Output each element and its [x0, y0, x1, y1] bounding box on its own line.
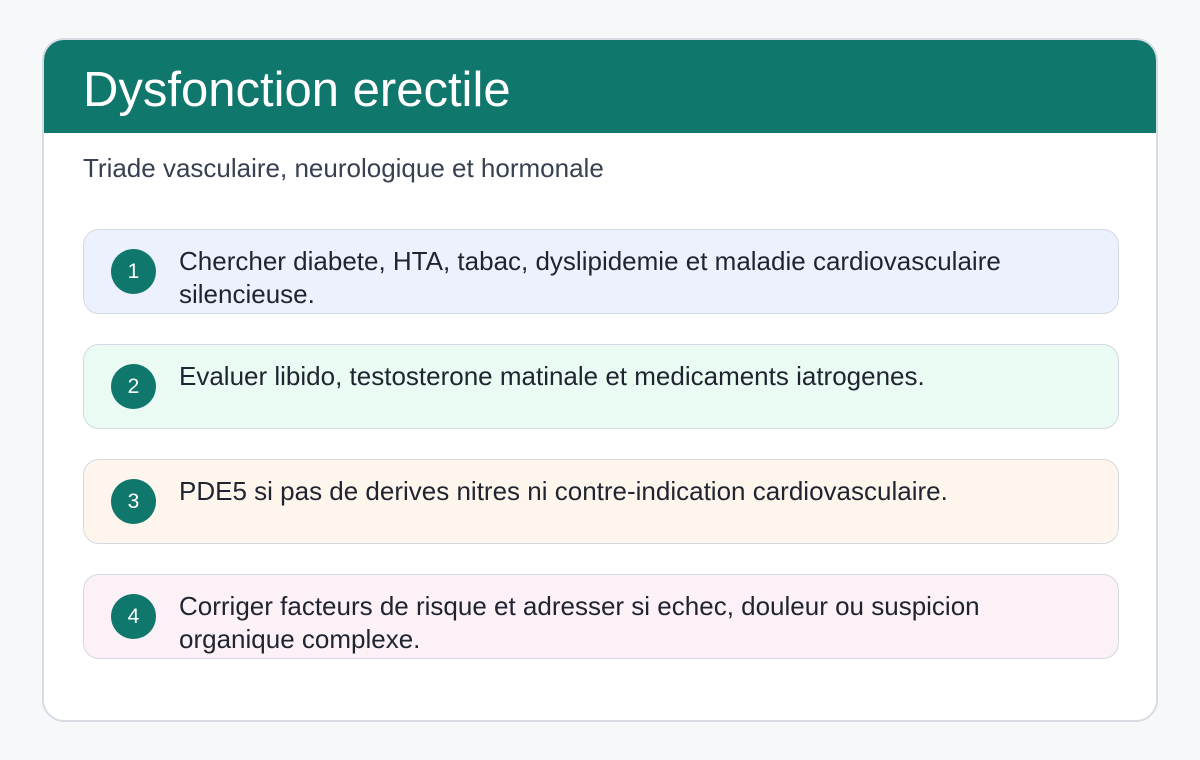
step-number-badge: 1 [111, 249, 156, 294]
step-item [83, 574, 1119, 659]
step-item [83, 344, 1119, 429]
page-subtitle: Triade vasculaire, neurologique et hormonale [83, 153, 604, 183]
step-text: PDE5 si pas de derives nitres ni contre-indication cardiovasculaire. [179, 476, 948, 506]
step-item [83, 229, 1119, 314]
card [42, 38, 1158, 722]
step-text: Evaluer libido, testosterone matinale et medicaments iatrogenes. [179, 361, 925, 391]
step-text: Corriger facteurs de risque et adresser si echec, douleur ou suspicion organique complexe. [179, 591, 980, 654]
step-list [83, 229, 1119, 689]
step-item [83, 459, 1119, 544]
step-text: Chercher diabete, HTA, tabac, dyslipidemie et maladie cardiovasculaire silencieuse. [179, 246, 1001, 309]
step-number-badge: 2 [111, 364, 156, 409]
step-number-badge: 3 [111, 479, 156, 524]
step-number-badge: 4 [111, 594, 156, 639]
header-banner [44, 40, 1156, 133]
page-title: Dysfonction erectile [83, 63, 511, 117]
